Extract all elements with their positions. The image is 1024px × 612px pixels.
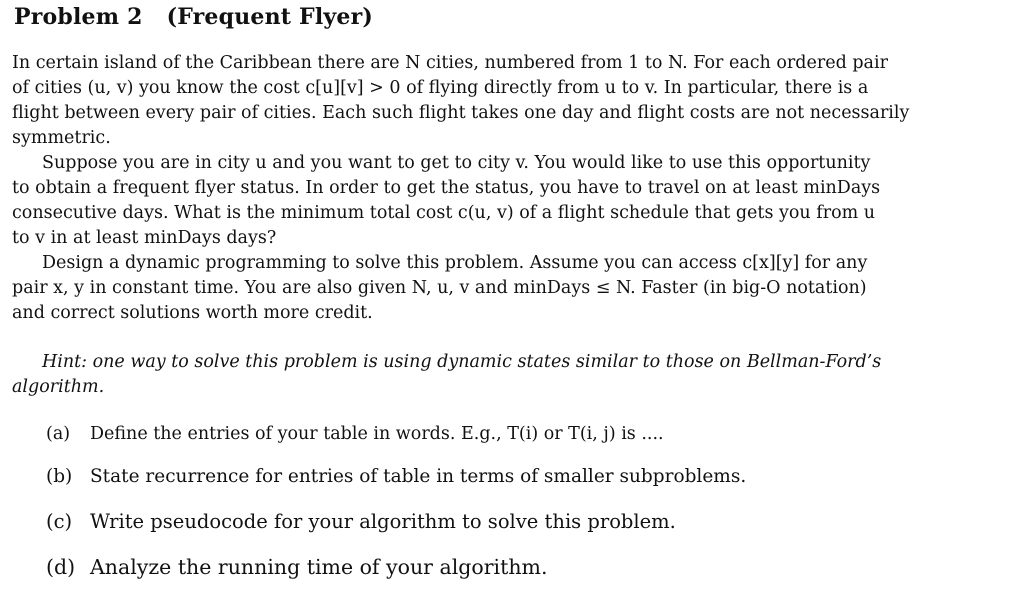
part-text: Define the entries of your table in words. E.g., T(i) or T(i, j) is ....	[90, 424, 664, 444]
paragraph-goal	[12, 151, 912, 251]
part-a	[46, 424, 664, 444]
paragraph-line: of cities (u, v) you know the cost c[u][v] > 0 of flying directly from u to v. In particular, there is a	[12, 78, 869, 98]
part-label: (c)	[46, 510, 73, 533]
part-text: Write pseudocode for your algorithm to solve this problem.	[90, 510, 676, 533]
paragraph-line: and correct solutions worth more credit.	[12, 303, 373, 323]
paragraph-line: to obtain a frequent flyer status. In order to get the status, you have to travel on at least minDays	[12, 178, 881, 198]
paragraph-line: Design a dynamic programming to solve this problem. Assume you can access c[x][y] for any	[42, 253, 868, 273]
paragraph-line: symmetric.	[12, 128, 111, 148]
problem-subtitle: (Frequent Flyer)	[166, 4, 373, 30]
part-label: (a)	[46, 424, 71, 444]
part-label: (b)	[46, 466, 73, 487]
paragraph-intro	[12, 51, 912, 151]
hint-line: algorithm.	[12, 377, 105, 397]
problem-number: Problem 2	[14, 4, 143, 30]
hint-line: Hint: one way to solve this problem is using dynamic states similar to those on Bellman-Ford’s	[42, 352, 882, 372]
problem-heading	[14, 4, 373, 30]
part-c	[46, 510, 676, 533]
paragraph-task	[12, 251, 912, 326]
hint-text	[12, 350, 912, 400]
paragraph-line: In certain island of the Caribbean there are N cities, numbered from 1 to N. For each ordered pair	[12, 53, 888, 73]
part-d	[46, 555, 547, 579]
part-label: (d)	[46, 555, 76, 579]
part-b	[46, 466, 746, 487]
paragraph-line: flight between every pair of cities. Each such flight takes one day and flight costs are not necessarily	[12, 103, 910, 123]
part-text: State recurrence for entries of table in terms of smaller subproblems.	[90, 466, 747, 487]
paragraph-line: consecutive days. What is the minimum total cost c(u, v) of a flight schedule that gets you from u	[12, 203, 876, 223]
paragraph-line: pair x, y in constant time. You are also given N, u, v and minDays ≤ N. Faster (in big-O notation)	[12, 278, 867, 298]
paragraph-line: to v in at least minDays days?	[12, 228, 277, 248]
part-text: Analyze the running time of your algorithm.	[90, 555, 548, 579]
paragraph-line: Suppose you are in city u and you want to get to city v. You would like to use this opportunity	[42, 153, 871, 173]
